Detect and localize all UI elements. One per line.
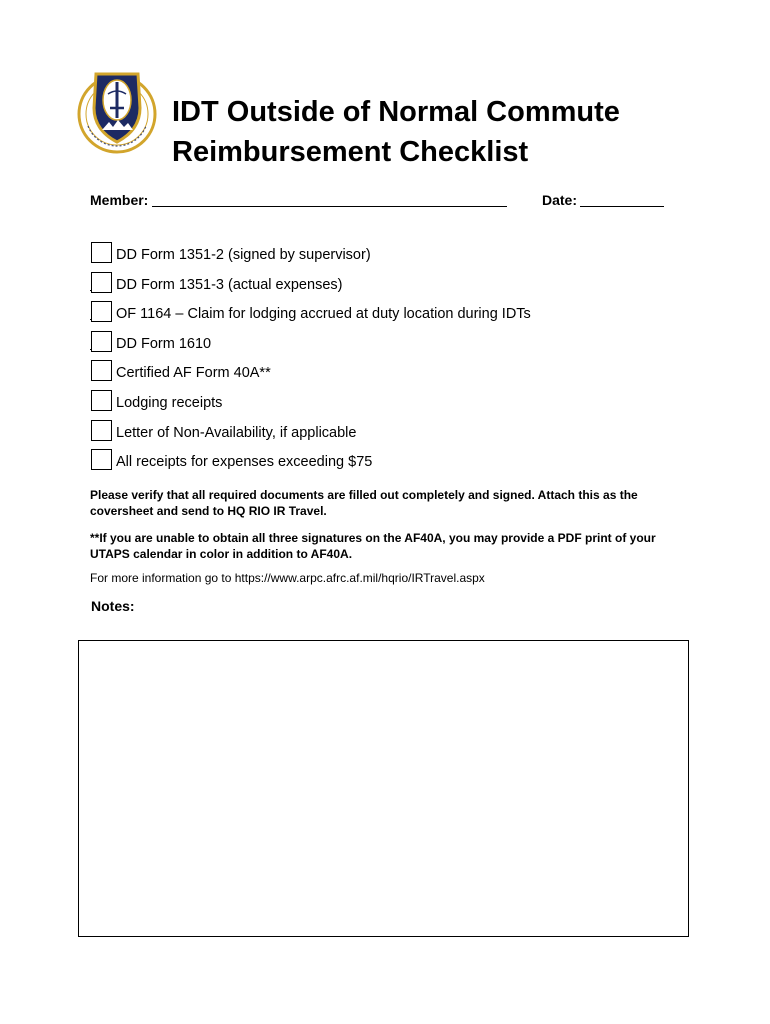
checklist-item-label: Letter of Non-Availability, if applicable bbox=[116, 424, 357, 441]
checklist-item-label: DD Form 1351-3 (actual expenses) bbox=[116, 276, 343, 293]
checklist-item-label: All receipts for expenses exceeding $75 bbox=[116, 454, 373, 471]
checklist-item-label: DD Form 1610 bbox=[116, 335, 212, 352]
title-line-1: IDT Outside of Normal Commute bbox=[172, 96, 620, 128]
checkbox[interactable] bbox=[91, 449, 112, 470]
date-label: Date: bbox=[542, 192, 578, 208]
member-field[interactable] bbox=[152, 206, 507, 207]
checklist-item-label: Certified AF Form 40A** bbox=[116, 365, 271, 382]
checkbox[interactable] bbox=[91, 390, 112, 411]
checklist-item-label: DD Form 1351-2 (signed by supervisor) bbox=[116, 247, 371, 263]
notes-label: Notes: bbox=[91, 598, 135, 614]
member-date-row bbox=[90, 190, 670, 210]
notes-textarea[interactable] bbox=[78, 640, 689, 937]
member-label: Member: bbox=[90, 192, 149, 208]
checklist-item-label: OF 1164 – Claim for lodging accrued at duty location during IDTs bbox=[116, 306, 531, 323]
checkbox[interactable] bbox=[91, 331, 112, 352]
checklist-item-label: Lodging receipts bbox=[116, 394, 223, 411]
checkbox[interactable] bbox=[91, 420, 112, 441]
title-line-2: Reimbursement Checklist bbox=[172, 136, 529, 168]
verify-instructions: Please verify that all required documents are filled out completely and signed. Attach this as the coversheet and send to HQ RIO IR Travel. bbox=[90, 488, 638, 518]
checkbox[interactable] bbox=[91, 301, 112, 322]
date-field[interactable] bbox=[580, 206, 664, 207]
more-info-text: For more information go to https://www.arpc.afrc.af.mil/hqrio/IRTravel.aspx bbox=[90, 571, 485, 585]
checkbox[interactable] bbox=[91, 360, 112, 381]
signatures-note: **If you are unable to obtain all three signatures on the AF40A, you may provide a PDF print of your UTAPS calendar in color in addition to AF40A. bbox=[90, 531, 656, 561]
unit-emblem bbox=[72, 64, 162, 156]
page-title bbox=[172, 92, 620, 172]
checkbox[interactable] bbox=[91, 272, 112, 293]
checkbox[interactable] bbox=[91, 242, 112, 263]
